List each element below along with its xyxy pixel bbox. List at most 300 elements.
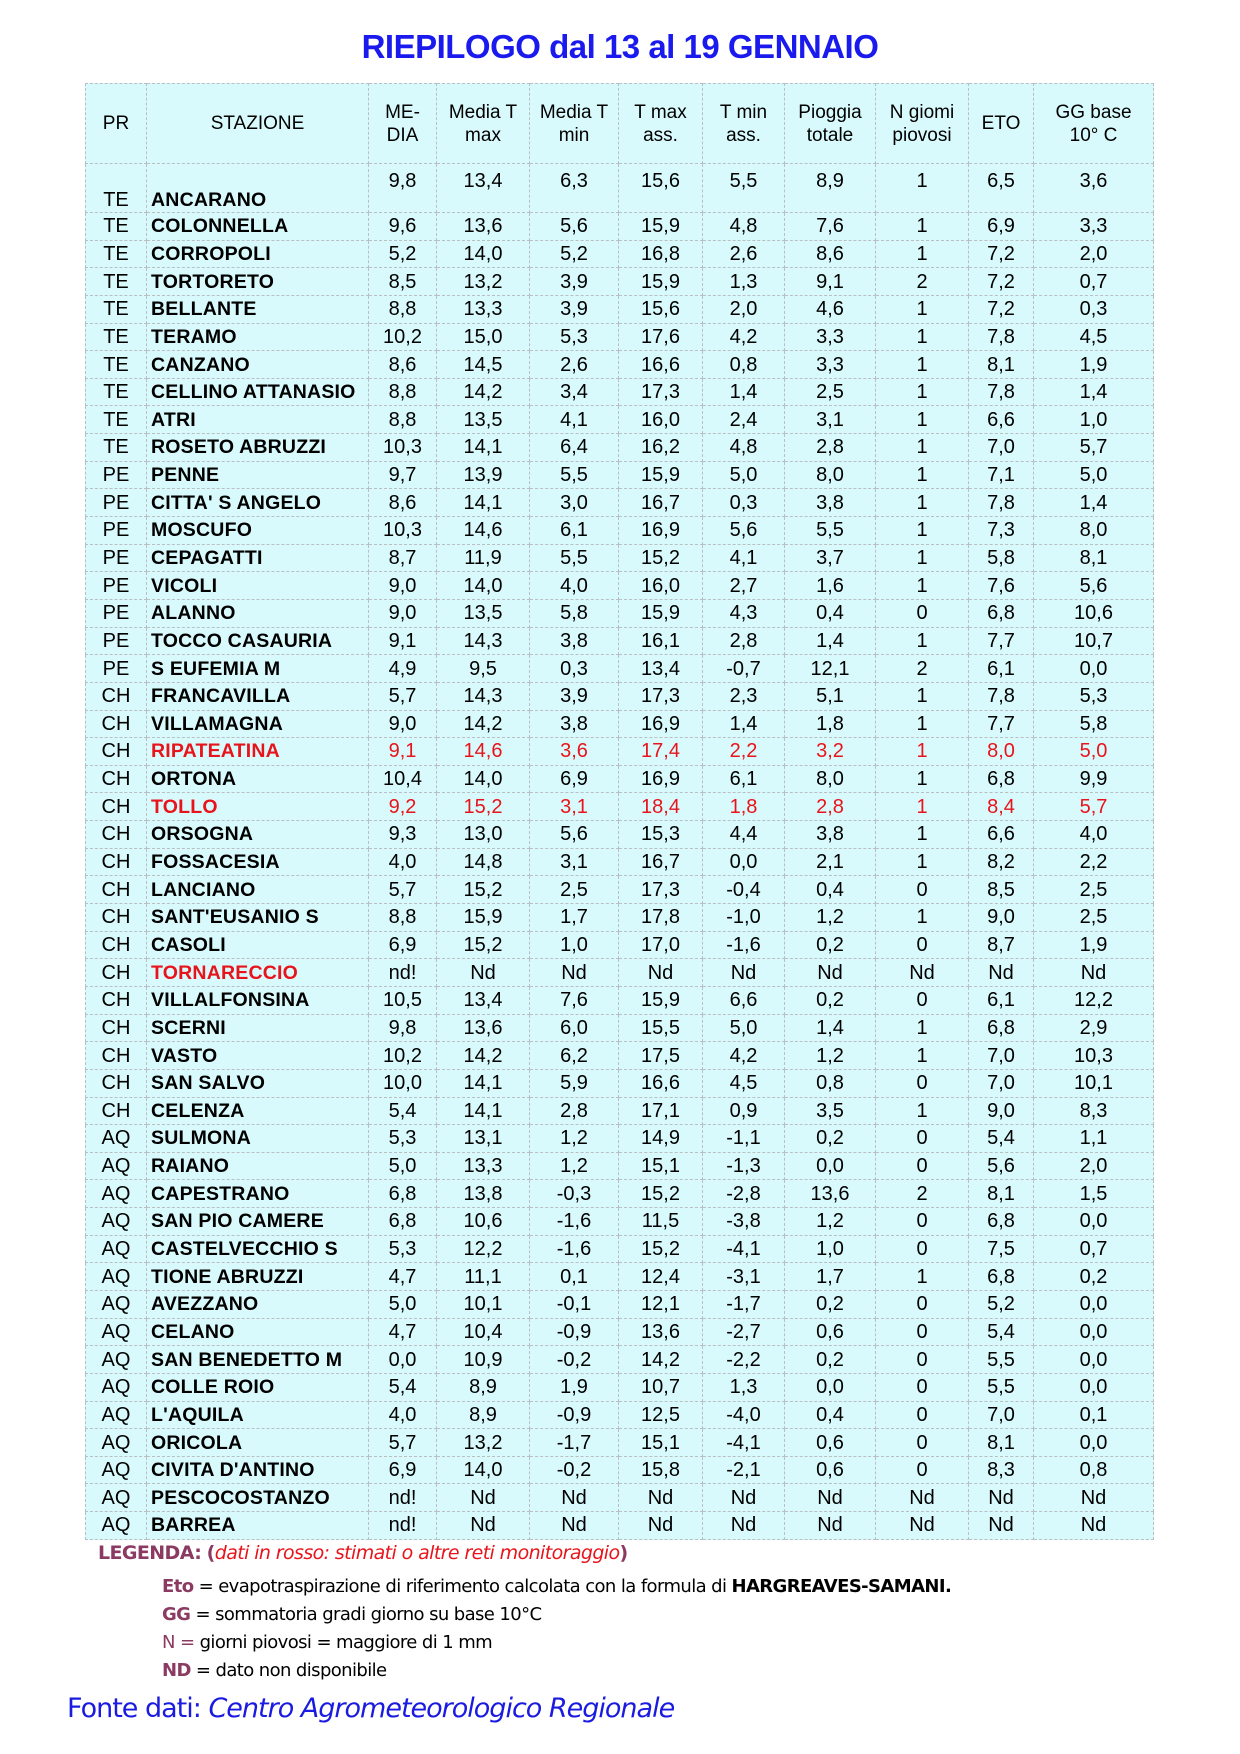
cell-media: 9,0 xyxy=(369,599,437,627)
table-row xyxy=(86,268,1154,296)
cell-n-giorni: 0 xyxy=(876,931,969,959)
table-row xyxy=(86,821,1154,849)
cell-tmax-ass: 13,4 xyxy=(619,655,703,683)
cell-pr: AQ xyxy=(86,1152,147,1180)
cell-n-giorni: 1 xyxy=(876,323,969,351)
cell-pr: CH xyxy=(86,959,147,987)
cell-tmin-ass: -2,2 xyxy=(703,1346,785,1374)
cell-media-tmax: 10,4 xyxy=(437,1318,530,1346)
cell-tmax-ass: 15,9 xyxy=(619,268,703,296)
cell-tmax-ass: 17,1 xyxy=(619,1097,703,1125)
cell-n-giorni: 0 xyxy=(876,1290,969,1318)
cell-media-tmin: 1,9 xyxy=(530,1373,619,1401)
cell-media: 6,8 xyxy=(369,1180,437,1208)
cell-tmin-ass: 5,6 xyxy=(703,517,785,545)
cell-pioggia: Nd xyxy=(785,1484,876,1512)
cell-eto: 6,8 xyxy=(969,1014,1034,1042)
cell-pr: CH xyxy=(86,1042,147,1070)
cell-media: 5,7 xyxy=(369,682,437,710)
cell-pr: AQ xyxy=(86,1456,147,1484)
cell-tmin-ass: 1,3 xyxy=(703,1373,785,1401)
cell-media: 8,8 xyxy=(369,904,437,932)
column-header-stazione xyxy=(147,84,369,164)
cell-stazione: VICOLI xyxy=(147,572,369,600)
cell-tmin-ass: 2,2 xyxy=(703,738,785,766)
cell-pioggia: 0,2 xyxy=(785,931,876,959)
cell-tmax-ass: Nd xyxy=(619,1512,703,1540)
cell-tmin-ass: 6,6 xyxy=(703,986,785,1014)
cell-pioggia: Nd xyxy=(785,1512,876,1540)
legend-text: = sommatoria gradi giorno su base 10°C xyxy=(190,1604,542,1625)
table-row xyxy=(86,213,1154,241)
cell-media-tmax: 14,5 xyxy=(437,351,530,379)
cell-stazione: RAIANO xyxy=(147,1152,369,1180)
table-row xyxy=(86,1512,1154,1540)
cell-tmin-ass: 2,0 xyxy=(703,295,785,323)
cell-media-tmax: 14,2 xyxy=(437,378,530,406)
header-line: N giomi xyxy=(889,101,955,123)
cell-tmin-ass: 4,5 xyxy=(703,1069,785,1097)
cell-eto: 6,8 xyxy=(969,1208,1034,1236)
cell-pr: CH xyxy=(86,1097,147,1125)
cell-n-giorni: 1 xyxy=(876,848,969,876)
cell-media: 5,4 xyxy=(369,1373,437,1401)
cell-media-tmax: 13,4 xyxy=(437,986,530,1014)
cell-media-tmin: 1,2 xyxy=(530,1152,619,1180)
cell-media-tmax: 15,2 xyxy=(437,876,530,904)
table-row xyxy=(86,848,1154,876)
cell-stazione: ROSETO ABRUZZI xyxy=(147,434,369,462)
cell-tmax-ass: 15,2 xyxy=(619,1235,703,1263)
cell-media-tmin: 4,1 xyxy=(530,406,619,434)
cell-media-tmin: 6,4 xyxy=(530,434,619,462)
cell-pr: AQ xyxy=(86,1346,147,1374)
cell-n-giorni: 1 xyxy=(876,434,969,462)
legend-item-eto xyxy=(162,1573,951,1601)
cell-media: 10,4 xyxy=(369,765,437,793)
table-row xyxy=(86,1346,1154,1374)
cell-stazione: FOSSACESIA xyxy=(147,848,369,876)
cell-media: 9,6 xyxy=(369,213,437,241)
cell-tmax-ass: 14,2 xyxy=(619,1346,703,1374)
cell-tmin-ass: -1,1 xyxy=(703,1125,785,1153)
cell-n-giorni: 0 xyxy=(876,876,969,904)
cell-gg: 0,0 xyxy=(1034,1429,1154,1457)
table-row xyxy=(86,434,1154,462)
table-row xyxy=(86,599,1154,627)
cell-pr: CH xyxy=(86,904,147,932)
cell-stazione: L'AQUILA xyxy=(147,1401,369,1429)
table-row xyxy=(86,876,1154,904)
cell-tmax-ass: 12,4 xyxy=(619,1263,703,1291)
cell-tmin-ass: 0,3 xyxy=(703,489,785,517)
cell-media-tmin: 3,0 xyxy=(530,489,619,517)
cell-media: 6,9 xyxy=(369,1456,437,1484)
table-row xyxy=(86,1097,1154,1125)
cell-tmax-ass: Nd xyxy=(619,959,703,987)
cell-tmin-ass: 5,0 xyxy=(703,1014,785,1042)
cell-tmax-ass: 15,2 xyxy=(619,1180,703,1208)
cell-tmin-ass: 4,4 xyxy=(703,821,785,849)
cell-tmax-ass: 15,6 xyxy=(619,295,703,323)
cell-gg: 10,1 xyxy=(1034,1069,1154,1097)
header-line: T min xyxy=(719,101,768,123)
cell-stazione: FRANCAVILLA xyxy=(147,682,369,710)
cell-gg: 5,8 xyxy=(1034,710,1154,738)
cell-tmax-ass: 16,1 xyxy=(619,627,703,655)
cell-eto: 7,2 xyxy=(969,240,1034,268)
table-row xyxy=(86,461,1154,489)
cell-eto: 7,2 xyxy=(969,268,1034,296)
cell-eto: Nd xyxy=(969,1484,1034,1512)
cell-media-tmax: Nd xyxy=(437,1512,530,1540)
cell-eto: 9,0 xyxy=(969,1097,1034,1125)
cell-media-tmin: -0,3 xyxy=(530,1180,619,1208)
cell-n-giorni: 1 xyxy=(876,710,969,738)
cell-tmin-ass: 0,8 xyxy=(703,351,785,379)
cell-stazione: SANT'EUSANIO S xyxy=(147,904,369,932)
cell-media-tmin: 5,5 xyxy=(530,461,619,489)
cell-tmax-ass: 17,0 xyxy=(619,931,703,959)
cell-stazione: SAN PIO CAMERE xyxy=(147,1208,369,1236)
cell-pioggia: 1,7 xyxy=(785,1263,876,1291)
table-row xyxy=(86,1373,1154,1401)
cell-eto: Nd xyxy=(969,1512,1034,1540)
cell-stazione: COLONNELLA xyxy=(147,213,369,241)
table-row xyxy=(86,627,1154,655)
table-row xyxy=(86,710,1154,738)
cell-tmax-ass: 15,9 xyxy=(619,599,703,627)
cell-media: 8,5 xyxy=(369,268,437,296)
cell-pr: AQ xyxy=(86,1180,147,1208)
cell-gg: 0,0 xyxy=(1034,1346,1154,1374)
cell-media-tmax: 9,5 xyxy=(437,655,530,683)
cell-pr: AQ xyxy=(86,1484,147,1512)
cell-gg: 4,5 xyxy=(1034,323,1154,351)
cell-eto: 7,0 xyxy=(969,434,1034,462)
cell-tmax-ass: 17,6 xyxy=(619,323,703,351)
cell-tmin-ass: -1,0 xyxy=(703,904,785,932)
legend-item-nd xyxy=(162,1657,951,1685)
cell-gg: 10,6 xyxy=(1034,599,1154,627)
cell-media: 9,8 xyxy=(369,164,437,213)
cell-stazione: PENNE xyxy=(147,461,369,489)
cell-eto: 5,5 xyxy=(969,1373,1034,1401)
cell-media: 6,8 xyxy=(369,1208,437,1236)
table-row xyxy=(86,986,1154,1014)
table-row xyxy=(86,295,1154,323)
header-line: STAZIONE xyxy=(210,113,305,134)
cell-tmin-ass: -4,1 xyxy=(703,1429,785,1457)
cell-n-giorni: 1 xyxy=(876,1042,969,1070)
cell-pioggia: 2,8 xyxy=(785,434,876,462)
cell-tmax-ass: 15,1 xyxy=(619,1429,703,1457)
cell-eto: 6,8 xyxy=(969,1263,1034,1291)
cell-media-tmax: 14,0 xyxy=(437,765,530,793)
cell-n-giorni: 1 xyxy=(876,378,969,406)
cell-gg: 0,0 xyxy=(1034,1208,1154,1236)
cell-pr: TE xyxy=(86,406,147,434)
cell-media-tmin: 3,1 xyxy=(530,848,619,876)
cell-tmin-ass: -4,0 xyxy=(703,1401,785,1429)
cell-stazione: CITTA' S ANGELO xyxy=(147,489,369,517)
cell-pioggia: 0,4 xyxy=(785,1401,876,1429)
legend-key: Eto xyxy=(162,1576,194,1597)
legend-red-note: dati in rosso: stimati o altre reti monitoraggio xyxy=(214,1542,620,1564)
legend-key: GG xyxy=(162,1604,191,1625)
cell-pr: TE xyxy=(86,378,147,406)
table-row xyxy=(86,1456,1154,1484)
cell-stazione: ORSOGNA xyxy=(147,821,369,849)
table-row xyxy=(86,931,1154,959)
cell-gg: 0,0 xyxy=(1034,655,1154,683)
cell-media: 10,3 xyxy=(369,517,437,545)
cell-tmin-ass: -1,7 xyxy=(703,1290,785,1318)
cell-n-giorni: 1 xyxy=(876,295,969,323)
cell-stazione: CASTELVECCHIO S xyxy=(147,1235,369,1263)
cell-gg: 2,2 xyxy=(1034,848,1154,876)
cell-tmax-ass: 12,5 xyxy=(619,1401,703,1429)
cell-tmin-ass: -3,8 xyxy=(703,1208,785,1236)
cell-tmax-ass: 16,9 xyxy=(619,517,703,545)
cell-stazione: COLLE ROIO xyxy=(147,1373,369,1401)
cell-pioggia: 3,8 xyxy=(785,821,876,849)
table-header-row xyxy=(86,84,1154,164)
cell-eto: 8,1 xyxy=(969,1429,1034,1457)
cell-stazione: ORTONA xyxy=(147,765,369,793)
cell-media-tmin: -0,9 xyxy=(530,1318,619,1346)
cell-pr: TE xyxy=(86,351,147,379)
cell-stazione: TERAMO xyxy=(147,323,369,351)
cell-n-giorni: 1 xyxy=(876,682,969,710)
cell-tmin-ass: 1,4 xyxy=(703,378,785,406)
table-row xyxy=(86,655,1154,683)
cell-tmax-ass: 15,2 xyxy=(619,544,703,572)
cell-eto: 5,4 xyxy=(969,1318,1034,1346)
cell-media: 8,6 xyxy=(369,351,437,379)
cell-tmin-ass: -2,7 xyxy=(703,1318,785,1346)
column-header-eto xyxy=(969,84,1034,164)
cell-media-tmax: 13,4 xyxy=(437,164,530,213)
table-row xyxy=(86,164,1154,213)
legend-strong: HARGREAVES-SAMANI. xyxy=(731,1576,952,1597)
cell-media-tmax: 14,2 xyxy=(437,710,530,738)
cell-media-tmax: 14,1 xyxy=(437,434,530,462)
cell-stazione: PESCOCOSTANZO xyxy=(147,1484,369,1512)
cell-eto: 8,4 xyxy=(969,793,1034,821)
cell-tmin-ass: 5,0 xyxy=(703,461,785,489)
cell-pioggia: 0,0 xyxy=(785,1373,876,1401)
cell-media-tmin: Nd xyxy=(530,959,619,987)
cell-media-tmax: 8,9 xyxy=(437,1401,530,1429)
cell-gg: 2,9 xyxy=(1034,1014,1154,1042)
cell-media-tmax: 11,9 xyxy=(437,544,530,572)
cell-pioggia: 7,6 xyxy=(785,213,876,241)
cell-n-giorni: 0 xyxy=(876,1318,969,1346)
cell-gg: 0,3 xyxy=(1034,295,1154,323)
header-line: Media T xyxy=(448,101,518,123)
cell-media-tmin: 6,0 xyxy=(530,1014,619,1042)
cell-pr: AQ xyxy=(86,1235,147,1263)
cell-eto: Nd xyxy=(969,959,1034,987)
cell-pr: CH xyxy=(86,793,147,821)
legend-paren-open: ( xyxy=(206,1542,215,1564)
cell-eto: 6,9 xyxy=(969,213,1034,241)
cell-tmax-ass: 15,1 xyxy=(619,1152,703,1180)
cell-stazione: S EUFEMIA M xyxy=(147,655,369,683)
cell-tmax-ass: 15,3 xyxy=(619,821,703,849)
column-header-media xyxy=(369,84,437,164)
cell-media: 4,7 xyxy=(369,1318,437,1346)
cell-media-tmin: 7,6 xyxy=(530,986,619,1014)
cell-media-tmin: 6,1 xyxy=(530,517,619,545)
cell-gg: 1,9 xyxy=(1034,351,1154,379)
cell-n-giorni: 1 xyxy=(876,544,969,572)
cell-gg: 0,0 xyxy=(1034,1290,1154,1318)
cell-pr: CH xyxy=(86,876,147,904)
cell-media: 6,9 xyxy=(369,931,437,959)
cell-tmax-ass: 17,3 xyxy=(619,876,703,904)
cell-pr: TE xyxy=(86,323,147,351)
cell-media-tmin: -1,6 xyxy=(530,1208,619,1236)
cell-pr: AQ xyxy=(86,1401,147,1429)
cell-media: 9,1 xyxy=(369,627,437,655)
cell-gg: 1,4 xyxy=(1034,489,1154,517)
cell-tmax-ass: 12,1 xyxy=(619,1290,703,1318)
cell-tmin-ass: 2,4 xyxy=(703,406,785,434)
cell-n-giorni: Nd xyxy=(876,1484,969,1512)
cell-eto: 7,8 xyxy=(969,682,1034,710)
table-row xyxy=(86,1042,1154,1070)
cell-n-giorni: 0 xyxy=(876,1346,969,1374)
cell-tmax-ass: 17,3 xyxy=(619,682,703,710)
cell-media: 5,7 xyxy=(369,1429,437,1457)
cell-tmin-ass: -1,3 xyxy=(703,1152,785,1180)
cell-media-tmin: 5,5 xyxy=(530,544,619,572)
legend-heading xyxy=(98,1542,628,1564)
cell-eto: 8,1 xyxy=(969,351,1034,379)
table-row xyxy=(86,489,1154,517)
cell-media: 9,1 xyxy=(369,738,437,766)
table-row xyxy=(86,1318,1154,1346)
cell-pioggia: 3,3 xyxy=(785,323,876,351)
header-line: min xyxy=(558,124,590,146)
cell-media-tmax: 14,0 xyxy=(437,1456,530,1484)
cell-tmax-ass: Nd xyxy=(619,1484,703,1512)
cell-tmin-ass: -1,6 xyxy=(703,931,785,959)
cell-gg: 9,9 xyxy=(1034,765,1154,793)
cell-stazione: AVEZZANO xyxy=(147,1290,369,1318)
cell-tmax-ass: 15,9 xyxy=(619,213,703,241)
cell-media: 5,0 xyxy=(369,1290,437,1318)
cell-tmax-ass: 15,6 xyxy=(619,164,703,213)
cell-eto: 6,5 xyxy=(969,164,1034,213)
cell-media-tmin: 3,4 xyxy=(530,378,619,406)
cell-pr: PE xyxy=(86,599,147,627)
cell-pioggia: Nd xyxy=(785,959,876,987)
cell-pioggia: 3,7 xyxy=(785,544,876,572)
cell-stazione: ALANNO xyxy=(147,599,369,627)
cell-tmax-ass: 15,5 xyxy=(619,1014,703,1042)
cell-pr: TE xyxy=(86,434,147,462)
cell-tmin-ass: 2,6 xyxy=(703,240,785,268)
cell-pioggia: 2,5 xyxy=(785,378,876,406)
cell-pioggia: 0,6 xyxy=(785,1429,876,1457)
cell-pr: CH xyxy=(86,682,147,710)
cell-eto: 5,5 xyxy=(969,1346,1034,1374)
cell-n-giorni: 0 xyxy=(876,1208,969,1236)
cell-tmin-ass: 4,2 xyxy=(703,1042,785,1070)
cell-tmax-ass: 16,0 xyxy=(619,572,703,600)
column-header-tmin-ass xyxy=(703,84,785,164)
cell-stazione: CAPESTRANO xyxy=(147,1180,369,1208)
weather-summary-table xyxy=(85,83,1154,1540)
cell-media-tmin: 1,7 xyxy=(530,904,619,932)
cell-tmax-ass: 10,7 xyxy=(619,1373,703,1401)
cell-pr: AQ xyxy=(86,1429,147,1457)
cell-media: 9,3 xyxy=(369,821,437,849)
cell-eto: 6,6 xyxy=(969,406,1034,434)
cell-gg: 0,7 xyxy=(1034,268,1154,296)
cell-pioggia: 1,2 xyxy=(785,1208,876,1236)
column-header-tmax-ass xyxy=(619,84,703,164)
cell-tmin-ass: -2,8 xyxy=(703,1180,785,1208)
cell-tmin-ass: 1,4 xyxy=(703,710,785,738)
cell-tmax-ass: 16,6 xyxy=(619,1069,703,1097)
cell-tmin-ass: Nd xyxy=(703,1484,785,1512)
cell-pr: TE xyxy=(86,213,147,241)
cell-pioggia: 0,0 xyxy=(785,1152,876,1180)
cell-n-giorni: 0 xyxy=(876,1125,969,1153)
cell-tmax-ass: 13,6 xyxy=(619,1318,703,1346)
cell-media: 5,3 xyxy=(369,1235,437,1263)
cell-media: 0,0 xyxy=(369,1346,437,1374)
cell-n-giorni: 1 xyxy=(876,1014,969,1042)
cell-media-tmax: 12,2 xyxy=(437,1235,530,1263)
header-line: totale xyxy=(806,124,854,146)
cell-media-tmin: 3,9 xyxy=(530,268,619,296)
cell-tmax-ass: 16,9 xyxy=(619,710,703,738)
cell-tmin-ass: -0,7 xyxy=(703,655,785,683)
cell-n-giorni: 1 xyxy=(876,164,969,213)
cell-n-giorni: 1 xyxy=(876,904,969,932)
cell-tmax-ass: 16,7 xyxy=(619,489,703,517)
cell-tmax-ass: 11,5 xyxy=(619,1208,703,1236)
cell-media-tmax: 13,8 xyxy=(437,1180,530,1208)
cell-media-tmin: -1,7 xyxy=(530,1429,619,1457)
cell-gg: 1,9 xyxy=(1034,931,1154,959)
cell-gg: Nd xyxy=(1034,1484,1154,1512)
cell-tmin-ass: 1,8 xyxy=(703,793,785,821)
cell-media: 10,2 xyxy=(369,1042,437,1070)
cell-media-tmax: 14,1 xyxy=(437,489,530,517)
cell-eto: 7,8 xyxy=(969,489,1034,517)
cell-media-tmin: -0,1 xyxy=(530,1290,619,1318)
cell-tmax-ass: 18,4 xyxy=(619,793,703,821)
cell-eto: 7,3 xyxy=(969,517,1034,545)
header-line: Pioggia xyxy=(798,101,862,123)
cell-gg: 1,5 xyxy=(1034,1180,1154,1208)
cell-media-tmax: 14,1 xyxy=(437,1097,530,1125)
cell-media-tmin: 0,1 xyxy=(530,1263,619,1291)
cell-eto: 6,1 xyxy=(969,986,1034,1014)
cell-stazione: ORICOLA xyxy=(147,1429,369,1457)
cell-stazione: MOSCUFO xyxy=(147,517,369,545)
cell-pr: TE xyxy=(86,268,147,296)
cell-n-giorni: 1 xyxy=(876,738,969,766)
table-row xyxy=(86,1069,1154,1097)
cell-media-tmax: 14,3 xyxy=(437,682,530,710)
